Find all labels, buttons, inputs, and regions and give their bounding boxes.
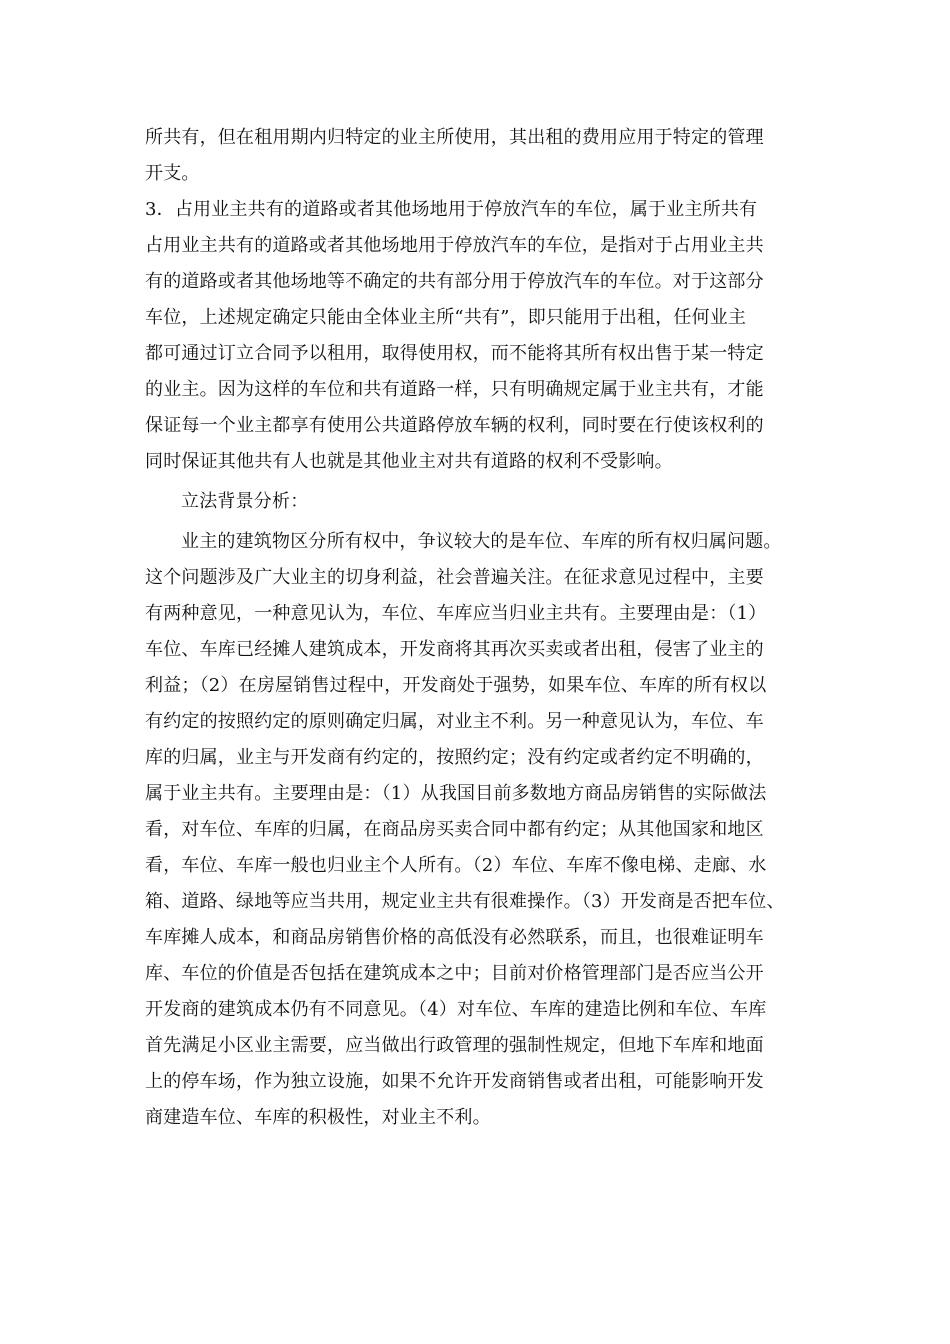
text-line: 占用业主共有的道路或者其他场地用于停放汽车的车位，是指对于占用业主共 (145, 235, 764, 256)
text-line: 所共有，但在租用期内归特定的业主所使用，其出租的费用应用于特定的管理 (145, 127, 764, 148)
text-line: 车库摊人成本，和商品房销售价格的高低没有必然联系，而且，也很难证明车 (145, 927, 764, 948)
section-heading: 3．占用业主共有的道路或者其他场地用于停放汽车的车位，属于业主所共有 (145, 199, 758, 220)
text-line: 利益；（2）在房屋销售过程中，开发商处于强势，如果车位、车库的所有权以 (145, 675, 767, 696)
text-line: 开支。 (145, 163, 200, 184)
text-line: 同时保证其他共有人也就是其他业主对共有道路的权利不受影响。 (145, 451, 673, 472)
text-line: 属于业主共有。主要理由是：（1）从我国目前多数地方商品房销售的实际做法 (145, 783, 767, 804)
text-line: 业主的建筑物区分所有权中，争议较大的是车位、车库的所有权归属问题。 (181, 531, 782, 552)
text-line: 这个问题涉及广大业主的切身利益，社会普遍关注。在征求意见过程中，主要 (145, 567, 764, 588)
text-line: 上的停车场，作为独立设施，如果不允许开发商销售或者出租，可能影响开发 (145, 1071, 764, 1092)
text-line: 车位、车库已经摊人建筑成本，开发商将其再次买卖或者出租，侵害了业主的 (145, 639, 764, 660)
text-line: 的业主。因为这样的车位和共有道路一样，只有明确规定属于业主共有，才能 (145, 379, 764, 400)
text-line: 车位，上述规定确定只能由全体业主所“共有”，即只能用于出租，任何业主 (145, 307, 747, 328)
document-page (145, 120, 825, 1172)
text-line: 开发商的建筑成本仍有不同意见。（4）对车位、车库的建造比例和车位、车库 (145, 999, 767, 1020)
text-line: 商建造车位、车库的积极性，对业主不利。 (145, 1107, 491, 1128)
text-line: 看，对车位、车库的归属，在商品房买卖合同中都有约定；从其他国家和地区 (145, 819, 764, 840)
subheading: 立法背景分析： (181, 491, 309, 512)
text-line: 库的归属，业主与开发商有约定的，按照约定；没有约定或者约定不明确的， (145, 747, 764, 768)
text-line: 有两种意见，一种意见认为，车位、车库应当归业主共有。主要理由是：（1） (145, 603, 767, 624)
text-line: 保证每一个业主都享有使用公共道路停放车辆的权利，同时要在行使该权利的 (145, 415, 764, 436)
text-line: 都可通过订立合同予以租用，取得使用权，而不能将其所有权出售于某一特定 (145, 343, 764, 364)
text-line: 看，车位、车库一般也归业主个人所有。（2）车位、车库不像电梯、走廊、水 (145, 855, 767, 876)
text-line: 有的道路或者其他场地等不确定的共有部分用于停放汽车的车位。对于这部分 (145, 271, 764, 292)
text-line (145, 1136, 825, 1172)
text-line: 库、车位的价值是否包括在建筑成本之中；目前对价格管理部门是否应当公开 (145, 963, 764, 984)
text-line: 有约定的按照约定的原则确定归属，对业主不利。另一种意见认为，车位、车 (145, 711, 764, 732)
text-line: 箱、道路、绿地等应当共用，规定业主共有很难操作。（3）开发商是否把车位、 (145, 891, 785, 912)
text-line: 首先满足小区业主需要，应当做出行政管理的强制性规定，但地下车库和地面 (145, 1035, 764, 1056)
